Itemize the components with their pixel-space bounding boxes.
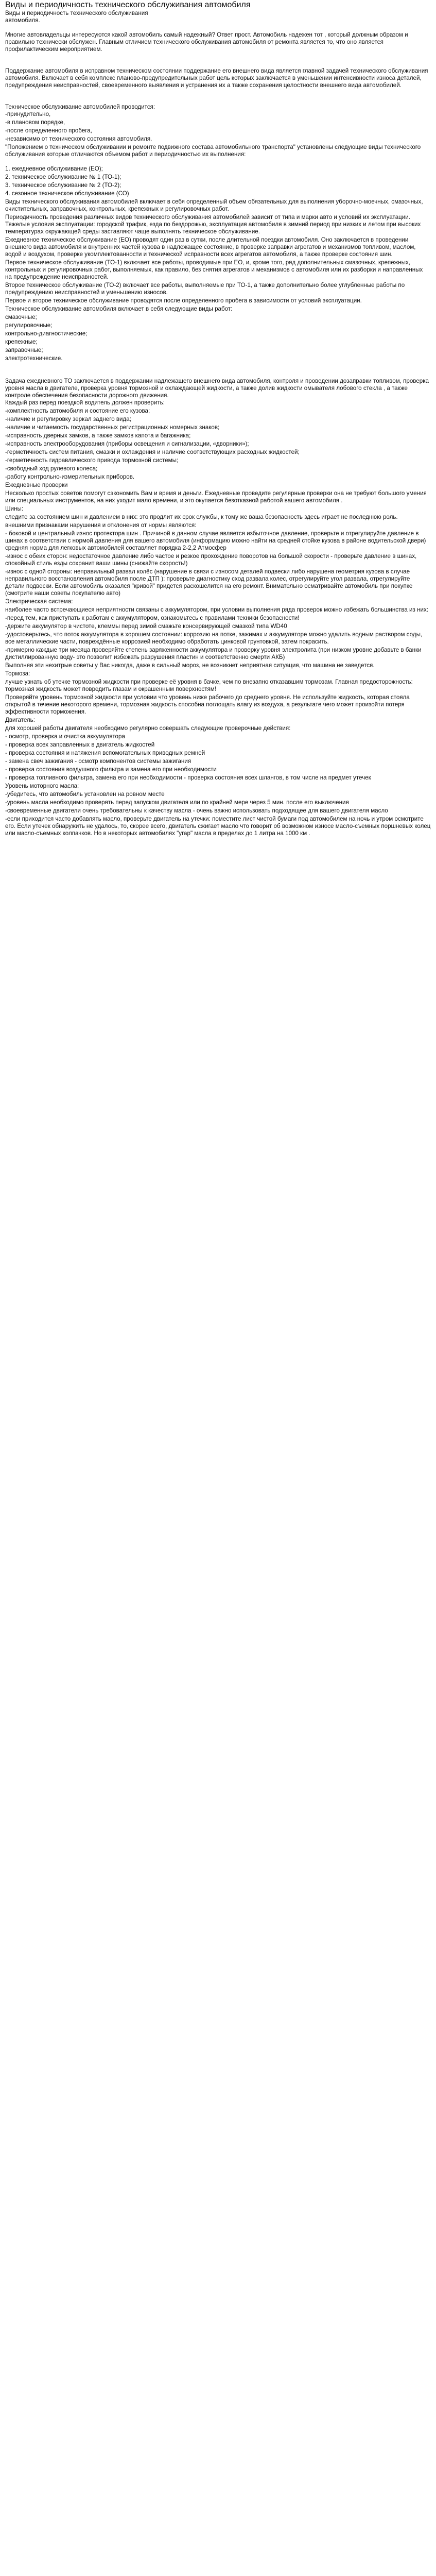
electrical-item: -удостоверьтесь, что поток аккумулятора в хорошем состоянии: коррозию на потке, зажимах и аккумуляторе можно удалить водным раствором соды, все металлические части, повреждённые коррозией необходимо обработать цинковой грунтовкой, затем покрасить.	[5, 631, 423, 645]
principle-item: -независимо от технического состояния автомобиля.	[5, 135, 152, 142]
daily-check-item: -свободный ход рулевого колеса;	[5, 465, 98, 472]
tires-item: - боковой и центральный износ протектора шин . Причиной в данном случае является избыточное давление, проверьте и отрегулируйте давление в шинах в соответствии с нормой давления для вашего автомобиля (информацию можно найти на средней стойке кузова в районе водительской двери) средняя норма для легковых автомобилей составляет порядка 2-2,2 Атмосфер	[5, 530, 426, 551]
article	[0, 0, 436, 837]
engine-item: - проверка состояния и натяжения вспомогательных приводных ремней	[5, 750, 205, 756]
electrical-heading: Электрическая система:	[5, 598, 73, 605]
work-kind-item: заправочные;	[5, 347, 43, 353]
electrical-item: -примерно каждые три месяца проверяйте степень заряженности аккумулятора и проверку уровня электролита (при низком уровне добавьте в банки дистиллированную воду- это позволит избежать разрушения пластин и соответственно смерти АКБ)	[5, 647, 422, 660]
body-paragraph: Периодичность проведения различных видов технического обслуживания автомобилей зависит от типа и марки авто и условий их эксплуатации. Тяжелые условия эксплуатации: городской трафик, езда по бездорожью, эксплуатация автомобиля в зимний период при низких и летом при высоких температурах окружающей среды заставляют чаще выполнять техническое обслуживание.	[5, 214, 421, 235]
type-item: 3. техническое обслуживание № 2 (ТО-2);	[5, 182, 121, 189]
daily-check-heading: Каждый раз перед поездкой водитель должен проверить:	[5, 399, 165, 406]
engine-item: - проверка состояния воздушного фильтра и замена его при необходимости	[5, 766, 217, 773]
daily-check-item: -комплектность автомобиля и состояние его кузова;	[5, 408, 150, 414]
body-paragraph: Второе техническое обслуживание (ТО-2) включает все работы, выполняемые при ТО-1, а также дополнительно более углубленные работы по предупреждению неисправностей и уменьшению износов.	[5, 282, 405, 296]
daily-check-item: -герметичность систем питания, смазки и охлаждения и наличие соответствующих расходных жидкостей;	[5, 449, 300, 455]
oil-item: -убедитесь, что автомобиль установлен на ровном месте	[5, 791, 165, 798]
electrical-item: наиболее часто встречающиеся неприятности связаны с аккумулятором, при условии выполнения ряда проверок можно избежать большинства из них:	[5, 606, 428, 613]
type-item: 4. сезонное техническое обслуживание (СО)	[5, 190, 129, 197]
daily-checks-subheading: Ежедневные проверки	[5, 482, 68, 488]
work-kind-item: электротехнические.	[5, 355, 63, 362]
brakes-heading: Тормоза:	[5, 670, 30, 677]
engine-item: - проверка топливного фильтра, замена его при необходимости - проверка состояния всех шлангов, в том числе на предмет утечек	[5, 774, 371, 781]
type-item: 1. ежедневное обслуживание (ЕО);	[5, 165, 103, 172]
engine-item: - замена свеч зажигания - осмотр компонентов системы зажигания	[5, 758, 191, 765]
subtitle-line-1: Виды и периодичность технического обслуживания	[5, 10, 148, 16]
principle-item: -в плановом порядке,	[5, 119, 65, 126]
oil-heading: Уровень моторного масла:	[5, 783, 79, 789]
tires-item: следите за состоянием шин и давлением в них: это продлит их срок службы, к тому же ваша безопасность здесь играет не последнюю роль.	[5, 514, 398, 520]
body-paragraph: Первое и второе техническое обслуживание проводятся после определенного пробега в зависимости от условий эксплуатации.	[5, 297, 362, 304]
work-kind-item: регулировочные;	[5, 322, 53, 329]
work-kind-item: крепежные;	[5, 338, 38, 345]
oil-item: -своевременные двигатели очень требовательны к качеству масла - очень важно использовать подходящее для вашего двигателя масло	[5, 807, 388, 814]
body-paragraph: Виды технического обслуживания автомобилей включает в себя определенный объем обязательных для выполнения уборочно-моечных, смазочных, очистительных, заправочных, контрольных, крепежных и регулировочных работ.	[5, 198, 423, 212]
daily-check-item: -наличие и читаемость государственных регистрационных номерных знаков;	[5, 424, 220, 431]
daily-check-item: -герметичность гидравлического привода тормозной системы;	[5, 457, 179, 464]
body-paragraph: Ежедневное техническое обслуживание (ЕО) проводят один раз в сутки, после длительной поездки автомобиля. Оно заключается в проведении внешнего вида автомобиля и внутренних частей кузова в надлежащее состояние, в проверке заправки агрегатов и механизмов топливом, маслом, водой и воздухом, проверке укомплектованности и технической исправности всех агрегатов автомобиля, а также проверке состояния шин.	[5, 236, 416, 258]
engine-item: для хорошей работы двигателя необходимо регулярно совершать следующие проверочные действия:	[5, 725, 291, 732]
work-kind-item: смазочные;	[5, 314, 37, 320]
engine-item: - проверка всех заправленных в двигатель жидкостей	[5, 741, 155, 748]
daily-intro-paragraph: Задача ежедневного ТО заключается в поддержании надлежащего внешнего вида автомобиля, контроля и проведении дозаправки топливом, проверка уровня масла в двигателе, проверка уровня тормозной и охлаждающей жидкости, а также долив жидкости омывателя лобового стекла , а также контроле обеспечения безопасности дорожного движения.	[5, 378, 429, 399]
subtitle-line-2: автомобиля.	[5, 17, 40, 24]
tires-item: -износ с обеих сторон: недостаточное давление либо частое и резкое прохождение поворотов на большой скорости - проверьте давление в шинах, спокойный стиль езды сохранит ваши шины (снижайте скорость!)	[5, 553, 417, 567]
body-paragraph: Первое техническое обслуживание (ТО-1) включает все работы, проводимые при ЕО, и, кроме того, ряд дополнительных смазочных, крепежных, контрольных и регулировочных работ, выполняемых, как правило, без снятия агрегатов и механизмов с автомобиля или их разборки и направленных на предупреждение неисправностей.	[5, 259, 423, 280]
oil-item: -если приходится часто добавлять масло, проверьте двигатель на утечки: поместите лист чистой бумаги под автомобилем на ночь и утром осмотрите его. Если утечек обнаружить не удалось, то, скорее всего, двигатель сжигает масло что говорит об возможном износе масло-съемных поршневых колец или масло-съемных колпачков. Но в некоторых автомобилях "угар" масла в пределах до 1 литра на 1000 км .	[5, 816, 431, 837]
oil-item: -уровень масла необходимо проверять перед запуском двигателя или по крайней мере через 5 мин. после его выключения	[5, 799, 349, 806]
work-kind-item: контрольно-диагностические;	[5, 330, 88, 337]
principle-item: -после определенного пробега,	[5, 127, 92, 134]
intro-paragraph: Многие автовладельцы интересуются какой автомобиль самый надежный? Ответ прост. Автомобиль надежен тот , который должным образом и правильно технически обслужен. Главным отличием технического обслуживания автомобиля от ремонта является то, что оно является профилактическим мероприятием.	[5, 31, 408, 53]
principles-heading: Техническое обслуживание автомобилей проводится:	[5, 104, 155, 110]
tires-item: -износ с одной стороны: неправильный развал колёс (нарушение в связи с износом деталей подвески либо нарушена геометрия кузова в случае неправильного восстановления автомобиля после ДТП ): проверьте диагностику сход развала колес, отрегулируйте угол развала, отрегулируйте детали подвески. Если автомобиль оказался "кривой" придется раскошелится на его ремонт. Внимательно осматривайте автомобиль при покупке (смотрите наши советы покупателю авто)	[5, 568, 413, 597]
engine-item: - осмотр, проверка и очистка аккумулятора	[5, 733, 125, 740]
tires-heading: Шины:	[5, 505, 24, 512]
type-item: 2. техническое обслуживание № 1 (ТО-1);	[5, 174, 121, 180]
intro-paragraph: Поддержание автомобиля в исправном техническом состоянии поддержание его внешнего вида является главной задачей технического обслуживания автомобиля. Включает в себя комплекс планово-предупредительных работ цель которых заключается в уменьшении интенсивности износа деталей, предупреждения неисправностей, своевременного выявления и устранения их а также сохранения целостности внешнего вида автомобилей.	[5, 67, 428, 89]
daily-check-item: -наличие и регулировку зеркал заднего вида;	[5, 416, 131, 422]
electrical-item: Выполняя эти нехитрые советы у Вас никогда, даже в сильный мороз, не возникнет неприятная ситуация, что машина не заведется.	[5, 662, 375, 669]
principle-item: -принудительно,	[5, 111, 51, 117]
body-paragraph: Техническое обслуживание автомобиля включает в себя следующие виды работ:	[5, 306, 233, 312]
daily-check-item: -работу контрольно-измерительных приборов.	[5, 473, 135, 480]
electrical-item: -перед тем, как приступать к работам с аккумулятором, ознакомьтесь с правилами техники безопасности!	[5, 615, 300, 621]
brakes-item: лучше узнать об утечке тормозной жидкости при проверке её уровня в бачке, чем по внезапно отказавшим тормозам. Главная предосторожность: тормозная жидкость может повредить глазам и окрашенным поверхностям!	[5, 679, 413, 692]
page-title: Виды и периодичность технического обслуживания автомобиля	[5, 1, 251, 9]
brakes-item: Проверяйте уровень тормозной жидкости при условии что уровень ниже рабочего до среднего уровня. Не используйте жидкость, которая стояла открытой в течение некоторого времени, тормозная жидкость способна поглощать влагу из воздуха, а результате чего может произойти потеря эффективности торможения.	[5, 694, 410, 715]
regulation-paragraph: "Положением о техническом обслуживании и ремонте подвижного состава автомобильного транспорта" установлены следующие виды технического обслуживания которые отличаются объемом работ и периодичностью их выполнения:	[5, 144, 421, 158]
engine-heading: Двигатель:	[5, 717, 35, 723]
daily-check-item: -исправность электрооборудования (приборы освещения и сигнализации, «дворники»);	[5, 440, 249, 447]
electrical-item: -держите аккумулятор в чистоте, клеммы перед зимой смажьте консервирующей смазкой типа WD40	[5, 623, 287, 630]
tips-paragraph: Несколько простых советов помогут сэкономить Вам и время и деньги. Ежедневные проведите регулярные проверки она не требуют большого умения или специальных инструментов, на них уходит мало времени, и это окупается безотказной работой вашего автомобиля .	[5, 490, 427, 504]
daily-check-item: -исправность дверных замков, а также замков капота и багажника;	[5, 432, 191, 439]
tires-item: внешними признаками нарушения и отклонения от нормы являются:	[5, 522, 197, 529]
